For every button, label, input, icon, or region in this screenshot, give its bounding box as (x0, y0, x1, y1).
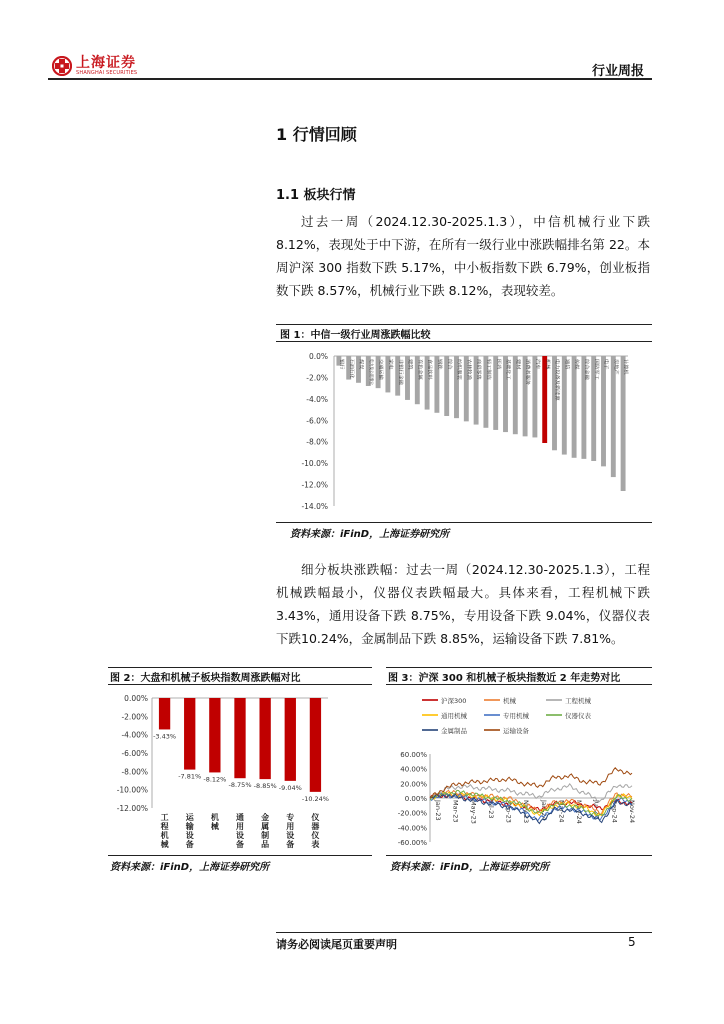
fig1-category-label: 有色金属 (416, 359, 422, 378)
fig2-category-label: 备 (236, 840, 244, 849)
fig2-data-label: -8.12% (203, 775, 227, 784)
fig1-category-label: 家电 (387, 359, 393, 369)
fig2-category-label: 品 (261, 840, 270, 849)
fig2-category-label: 属 (261, 822, 270, 831)
fig1-category-label: 交通运输 (377, 359, 383, 378)
fig2-data-label: -8.85% (253, 782, 277, 791)
footer-disclaimer: 请务必阅读尾页重要声明 (276, 938, 397, 951)
fig2-category-label: 备 (185, 840, 194, 849)
subsection-heading: 1.1 板块行情 (276, 188, 356, 203)
fig2-category-label: 机 (210, 813, 219, 822)
fig2-category-label: 器 (311, 822, 320, 831)
fig1-category-label: 基础化工 (505, 359, 511, 378)
fig3-chart (386, 686, 652, 852)
fig1-category-label: 传媒 (573, 359, 579, 369)
fig2-category-label: 备 (286, 840, 295, 849)
fig1-y-tick-label: -12.0% (301, 480, 328, 490)
fig1-category-label: 纺织服装 (456, 359, 462, 378)
fig2-y-tick-label: 0.00% (124, 694, 148, 703)
fig1-category-label: 计算机 (622, 359, 628, 373)
fig3-x-tick-label: May-23 (469, 800, 478, 824)
fig3-x-tick-label: Jan-23 (434, 800, 442, 821)
fig1-category-label: 钢铁 (436, 359, 442, 369)
fig3-x-tick-label: Sep-24 (610, 800, 619, 823)
fig1-category-label: 电力设备及新能源 (554, 359, 560, 396)
fig3-legend-label: 仪器仪表 (565, 712, 591, 720)
fig2-bar (285, 698, 296, 781)
logo-name: 上海证券 (76, 55, 136, 71)
fig3-legend-label: 通用机械 (441, 712, 467, 720)
fig3-x-tick-label: Mar-24 (557, 800, 566, 823)
fig1-y-tick-label: -6.0% (306, 416, 328, 426)
company-logo (52, 56, 137, 76)
fig1-category-label: 非银行金融 (397, 359, 403, 382)
fig1-y-tick-label: -10.0% (301, 459, 328, 469)
fig2-category-label: 程 (160, 822, 169, 831)
fig1-category-label: 商贸零售 (475, 359, 481, 378)
fig1-y-tick-label: -4.0% (306, 394, 328, 404)
fig2-category-label: 工 (160, 813, 169, 822)
fig2-y-tick-label: -8.00% (121, 767, 148, 777)
fig2-bar (159, 698, 170, 729)
report-type: 行业周报 (591, 64, 644, 79)
fig1-category-label: 轻工制造 (485, 359, 491, 378)
fig3-y-tick-label: 40.00% (400, 765, 427, 774)
fig2-category-label: 用 (286, 822, 295, 831)
fig1-category-label: 国防军工 (593, 359, 599, 378)
fig1-title: 图 1：中信一级行业周涨跌幅比较 (280, 330, 431, 341)
fig3-bottom-line (386, 855, 652, 856)
fig1-category-label: 建材 (514, 359, 520, 369)
fig3-legend-label: 专用机械 (503, 712, 529, 720)
fig2-bar (259, 698, 270, 779)
fig2-data-label: -8.75% (228, 781, 252, 790)
fig3-x-tick-label: Mar-23 (451, 800, 460, 823)
fig1-category-label: 建筑 (407, 359, 413, 369)
fig3-legend-label: 运输设备 (503, 727, 529, 735)
fig3-x-tick-label: Nov-24 (628, 800, 636, 824)
fig3-y-tick-label: 60.00% (400, 751, 427, 759)
fig1-y-tick-label: -2.0% (306, 373, 328, 383)
fig2-bar (310, 698, 321, 792)
fig3-x-tick-label: Jul-24 (592, 800, 601, 819)
fig2-category-label: 设 (236, 831, 244, 840)
fig2-category-label: 用 (236, 822, 244, 831)
fig3-legend-label: 机械 (503, 697, 516, 705)
fig1-source: 资料来源：iFinD，上海证券研究所 (290, 529, 450, 540)
fig2-data-label: -3.43% (153, 732, 177, 741)
fig2-y-tick-label: -12.00% (116, 804, 148, 813)
fig2-category-label: 表 (311, 840, 320, 849)
fig3-y-tick-label: 0.00% (404, 795, 427, 803)
fig2-category-label: 械 (210, 822, 219, 831)
fig2-data-label: -9.04% (278, 783, 302, 792)
fig1-y-tick-label: -14.0% (301, 502, 328, 511)
fig3-x-tick-label: Sep-23 (504, 800, 513, 823)
fig2-category-label: 制 (261, 831, 270, 840)
fig1-y-tick-label: -8.0% (306, 437, 328, 447)
fig1-y-tick-label: 0.0% (308, 352, 328, 361)
fig2-category-label: 专 (286, 813, 295, 822)
fig1-category-label: 农林牧渔 (465, 359, 471, 378)
fig2-y-tick-label: -4.00% (121, 730, 148, 740)
fig2-category-label: 设 (286, 831, 295, 840)
fig2-y-tick-label: -10.00% (116, 785, 148, 795)
fig1-category-label: 医药 (495, 359, 501, 369)
fig1-category-label: 消费者服务 (524, 359, 530, 382)
paragraph-2: 细分板块涨跌幅：过去一周（2024.12.30-2025.1.3），工程机械跌幅最小，仪器仪表跌幅最大。具体来看，工程机械下跌3.43%，通用设备下跌 8.75%，专用设备下跌 9.04%，仪器仪表下跌10.24%，金属制品下跌 8.85%，运输设备下跌 7.81%。 (276, 562, 650, 646)
fig3-x-tick-label: May-24 (575, 800, 584, 824)
fig3-legend-label: 工程机械 (565, 697, 591, 705)
fig2-category-label: 仪 (311, 813, 320, 822)
fig1-category-label: 综合 (446, 359, 452, 369)
fig2-category-label: 通 (236, 813, 244, 822)
fig2-category-label: 机 (160, 831, 169, 840)
fig3-x-tick-label: Jul-23 (486, 800, 495, 819)
fig1-bar (572, 356, 577, 458)
fig2-bar (209, 698, 220, 772)
fig1-bar (601, 356, 606, 466)
fig2-data-label: -10.24% (301, 794, 329, 803)
fig2-y-tick-label: -6.00% (121, 749, 148, 758)
fig2-title: 图 2：大盘和机械子板块指数周涨跌幅对比 (110, 673, 301, 684)
paragraph-1: 过去一周（2024.12.30-2025.1.3），中信机械行业下跌8.12%，表现处于中下游，在所有一级行业中涨跌幅排名第 22。本周沪深 300 指数下跌 5.17%，中小板指数下跌 6.79%，创业板指数下跌 8.57%，机械行业下跌 8.12%，表现较差。 (276, 214, 650, 298)
fig3-y-tick-label: -40.00% (397, 824, 427, 833)
fig3-source: 资料来源：iFinD，上海证券研究所 (390, 862, 550, 873)
fig1-category-label: 通信 (563, 359, 569, 369)
fig2-chart (108, 686, 372, 852)
logo-english-name: SHANGHAI SECURITIES (76, 70, 138, 76)
logo-icon (52, 56, 72, 76)
fig2-data-label: -7.81% (178, 772, 202, 781)
fig2-bottom-line (108, 855, 372, 856)
fig1-category-label: 电子 (603, 359, 609, 369)
fig3-x-tick-label: Jan-24 (539, 800, 548, 821)
fig2-y-tick-label: -2.00% (121, 712, 148, 722)
fig1-bar (562, 356, 567, 455)
fig1-category-label: 综合金融 (583, 359, 589, 378)
fig3-title: 图 3：沪深 300 和机械子板块指数近 2 年走势对比 (388, 673, 621, 684)
fig2-category-label: 设 (185, 831, 194, 840)
fig1-chart (276, 344, 652, 520)
fig3-y-tick-label: -60.00% (397, 839, 427, 847)
fig2-category-label: 仪 (311, 831, 320, 840)
fig1-category-label: 电力及公用事业 (367, 359, 373, 392)
fig1-bottom-line (276, 522, 652, 523)
fig1-category-label: 食品饮料 (426, 359, 432, 378)
fig1-category-label: 房地产 (612, 359, 618, 373)
fig3-legend-label: 沪深300 (441, 697, 467, 705)
section-heading: 1 行情回顾 (276, 125, 357, 144)
fig1-category-label: 银行 (338, 359, 344, 369)
fig1-category-label: 石油石化 (348, 359, 354, 378)
page-number: 5 (628, 935, 636, 949)
fig2-source: 资料来源：iFinD，上海证券研究所 (110, 862, 270, 873)
fig2-bar (234, 698, 245, 778)
fig2-category-label: 金 (261, 813, 270, 822)
fig1-category-label: 煤炭 (358, 359, 364, 369)
footer-divider (276, 932, 652, 933)
fig1-category-label: 汽车 (534, 359, 540, 369)
fig3-legend-label: 金属制品 (441, 727, 467, 735)
fig3-y-tick-label: 20.00% (400, 780, 427, 789)
fig3-y-tick-label: -20.00% (397, 809, 427, 818)
fig2-category-label: 械 (160, 840, 169, 849)
header-divider (48, 78, 652, 80)
fig2-category-label: 输 (185, 822, 194, 831)
fig1-bar (621, 356, 626, 491)
fig1-category-label: 机械 (544, 359, 550, 369)
fig2-bar (184, 698, 195, 770)
fig2-category-label: 运 (185, 813, 194, 822)
fig3-x-tick-label: Nov-23 (522, 800, 531, 824)
